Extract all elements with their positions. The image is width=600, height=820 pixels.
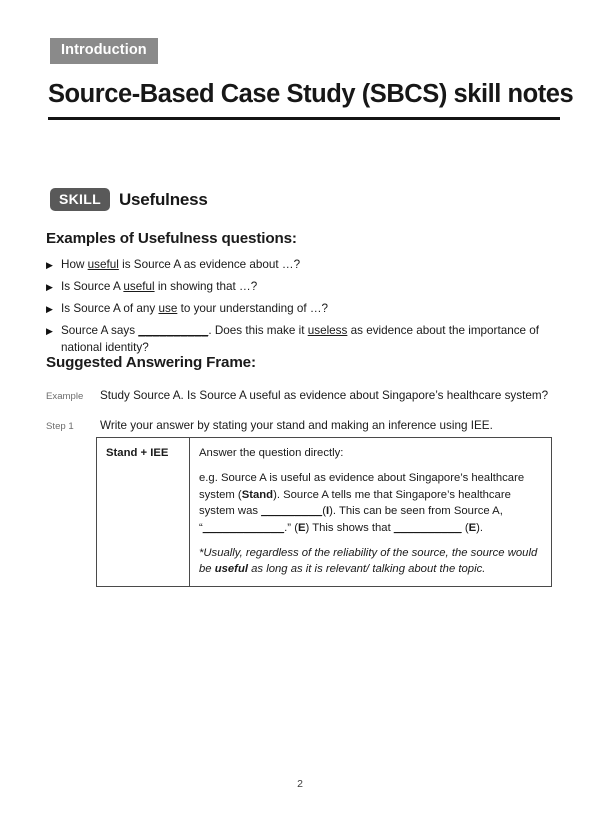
step-row-step1: [46, 418, 551, 434]
bullet-triangle-icon: ▶: [46, 304, 53, 315]
page-title: Source-Based Case Study (SBCS) skill notes: [48, 80, 574, 108]
page-number: 2: [297, 778, 303, 790]
answering-frame-table: [96, 437, 552, 587]
skill-badge: SKILL: [50, 188, 110, 211]
skill-name: Usefulness: [118, 189, 208, 209]
table-intro-line: Answer the question directly:: [199, 447, 344, 459]
step-text: Study Source A. Is Source A useful as evidence about Singapore’s healthcare system?: [100, 389, 549, 402]
list-item-text: Is Source A useful in showing that …?: [61, 280, 258, 294]
list-item: [46, 279, 546, 296]
step-label: Example: [46, 390, 84, 402]
bullet-triangle-icon: ▶: [46, 326, 53, 337]
answering-frame-heading: Suggested Answering Frame:: [46, 354, 256, 371]
list-item: [46, 257, 546, 274]
examples-bullet-list: [46, 257, 546, 362]
table-cell-key: Stand + IEE: [97, 438, 190, 587]
table-cell-body: [190, 438, 552, 587]
step-text: Write your answer by stating your stand and making an inference using IEE.: [100, 419, 493, 432]
step-row-example: [46, 388, 551, 404]
list-item-text: Source A says __________. Does this make it useless as evidence about the importance of national identity?: [61, 324, 540, 355]
section-badge: Introduction: [50, 38, 158, 64]
step-label: Step 1: [46, 420, 74, 432]
bullet-triangle-icon: ▶: [46, 260, 53, 270]
skill-heading: [50, 188, 208, 211]
table-row: [97, 438, 552, 587]
examples-heading: Examples of Usefulness questions:: [46, 230, 297, 247]
list-item: [46, 323, 546, 356]
table-example-paragraph: e.g. Source A is useful as evidence about Singapore’s healthcare system (Stand). Source A tells me that Singapore’s healthcare system was _________(I). This can be seen from Source A, “____________.” (E) This shows that __________ (E).: [199, 472, 525, 534]
list-item-text: How useful is Source A as evidence about …?: [61, 258, 301, 271]
bullet-triangle-icon: ▶: [46, 282, 53, 293]
list-item-text: Is Source A of any use to your understanding of …?: [61, 302, 329, 316]
table-note-paragraph: *Usually, regardless of the reliability of the source, the source would be useful as long as it is relevant/ talking about the topic.: [199, 546, 538, 576]
title-underline-rule: [48, 117, 560, 120]
list-item: [46, 301, 546, 318]
